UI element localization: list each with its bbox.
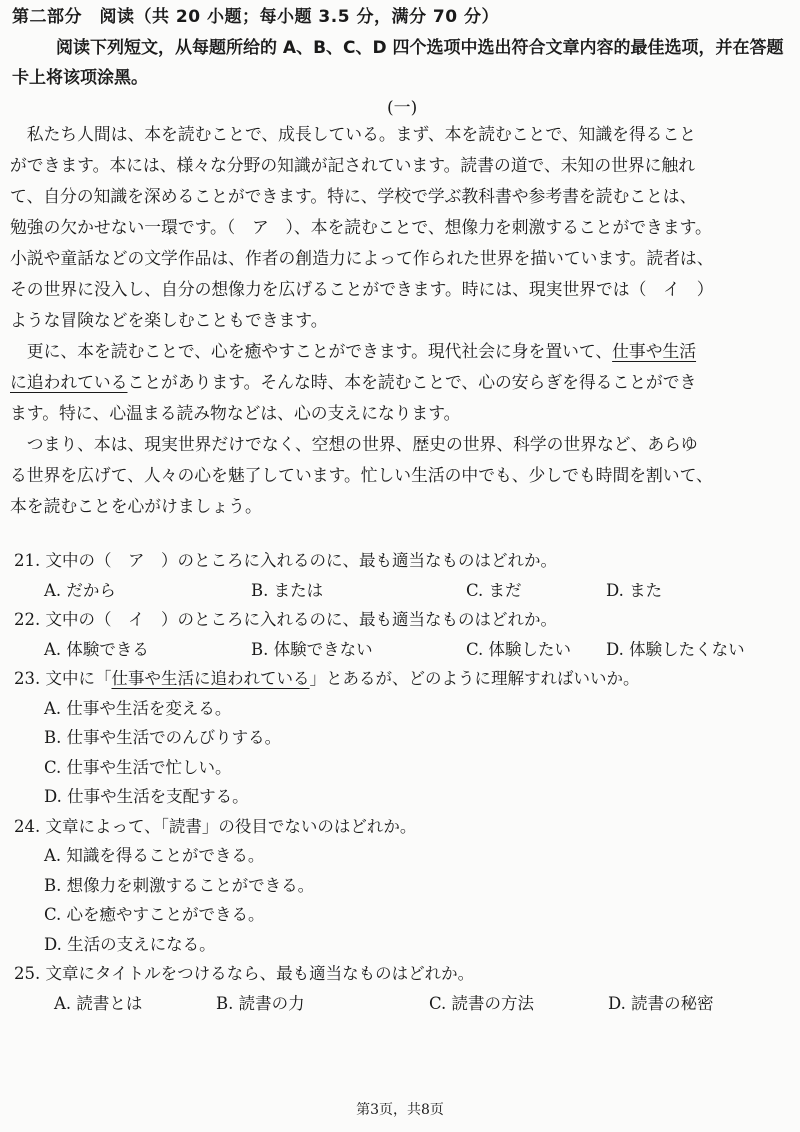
instructions: 阅读下列短文，从每题所给的 A、B、C、D 四个选项中选出符合文章内容的最佳选项，并在答题卡上将该项涂黑。 xyxy=(12,38,784,88)
question-22 xyxy=(14,605,789,664)
option-a: A. 体験できる xyxy=(44,639,149,659)
option-c: C. 体験したい xyxy=(466,639,572,659)
question-25 xyxy=(14,959,789,1018)
passage-line: 私たち人間は、本を読むことで、成長している。まず、本を読むことで、知識を得ること xyxy=(10,124,697,144)
option-d: D. 仕事や生活を支配する。 xyxy=(44,787,249,806)
reading-passage xyxy=(10,119,785,522)
option-c: C. まだ xyxy=(466,580,522,600)
underlined-phrase: 仕事や生活に追われている xyxy=(111,669,310,688)
option-d: D. 読書の秘密 xyxy=(608,993,714,1013)
option-b: B. 体験できない xyxy=(251,639,373,659)
passage-text: ことがあります。そんな時、本を読むことで、心の安らぎを得ることができ xyxy=(127,372,697,392)
passage-line: て、自分の知識を深めることができます。特に、学校で学ぶ教科書や参考書を読むことは、 xyxy=(10,186,697,206)
paragraph-3 xyxy=(10,429,785,522)
option-b: B. 想像力を刺激することができる。 xyxy=(44,875,315,895)
passage-line xyxy=(10,367,785,398)
question-21 xyxy=(14,546,789,605)
stem-text: 」とあるが、どのように理解すればいいか。 xyxy=(309,669,640,688)
question-list xyxy=(14,546,789,1018)
passage-number: (一) xyxy=(387,98,418,118)
passage-line: つまり、本は、現実世界だけでなく、空想の世界、歴史の世界、科学の世界など、あらゆ xyxy=(10,434,698,454)
passage-line: その世界に没入し、自分の想像力を広げることができます。時には、現実世界では（ イ ） xyxy=(10,279,714,299)
underlined-phrase: に追われている xyxy=(10,372,128,392)
passage-line: る世界を広げて、人々の心を魅了しています。忙しい生活の中でも、少しでも時間を割いて、 xyxy=(10,465,713,485)
passage-line: ができます。本には、様々な分野の知識が記されています。読書の道で、未知の世界に触れ xyxy=(10,155,696,175)
paragraph-1 xyxy=(10,119,785,336)
option-b: B. 読書の力 xyxy=(216,993,305,1013)
question-stem: 22. 文中の（ イ ）のところに入れるのに、最も適当なものはどれか。 xyxy=(14,610,557,629)
passage-text: 更に、本を読むことで、心を癒やすことができます。現代社会に身を置いて、 xyxy=(10,341,613,361)
question-stem xyxy=(14,664,789,694)
option-d: D. 生活の支えになる。 xyxy=(44,934,216,954)
option-d: D. 体験したくない xyxy=(606,639,745,659)
passage-line: 本を読むことを心がけましょう。 xyxy=(10,496,262,516)
passage-line: ます。特に、心温まる読み物などは、心の支えになります。 xyxy=(10,403,461,423)
passage-line xyxy=(10,336,785,367)
page-number: 第3页，共8页 xyxy=(356,1102,444,1118)
paragraph-2 xyxy=(10,336,785,429)
question-stem: 21. 文中の（ ア ）のところに入れるのに、最も適当なものはどれか。 xyxy=(14,551,557,570)
question-stem: 25. 文章にタイトルをつけるなら、最も適当なものはどれか。 xyxy=(14,964,475,983)
passage-line: 勉強の欠かせない一環です。（ ア ）、本を読むことで、想像力を刺激することができます。 xyxy=(10,217,712,237)
options-row xyxy=(14,635,789,665)
option-c: C. 心を癒やすことができる。 xyxy=(44,905,265,924)
option-a: A. 仕事や生活を変える。 xyxy=(44,698,232,718)
question-23 xyxy=(14,664,789,812)
option-a: A. だから xyxy=(44,580,116,600)
section-title: 第二部分 阅读（共 20 小题；每小题 3.5 分，满分 70 分） xyxy=(12,7,499,27)
passage-line: 小説や童話などの文学作品は、作者の創造力によって作られた世界を描いています。読者は、 xyxy=(10,248,714,268)
question-24 xyxy=(14,812,789,960)
option-d: D. また xyxy=(606,580,663,600)
options-row xyxy=(14,989,789,1019)
passage-line: ような冒険などを楽しむこともできます。 xyxy=(10,310,328,330)
option-b: B. または xyxy=(251,580,324,600)
underlined-phrase: 仕事や生活 xyxy=(612,341,697,361)
stem-text: 23. 文中に「 xyxy=(14,669,112,688)
options-row xyxy=(14,576,789,606)
option-c: C. 読書の方法 xyxy=(429,993,535,1013)
question-stem: 24. 文章によって、「読書」の役目でないのはどれか。 xyxy=(14,816,417,836)
option-a: A. 読書とは xyxy=(54,993,143,1013)
option-c: C. 仕事や生活で忙しい。 xyxy=(44,757,232,777)
option-b: B. 仕事や生活でのんびりする。 xyxy=(44,728,282,747)
option-a: A. 知識を得ることができる。 xyxy=(44,846,265,865)
